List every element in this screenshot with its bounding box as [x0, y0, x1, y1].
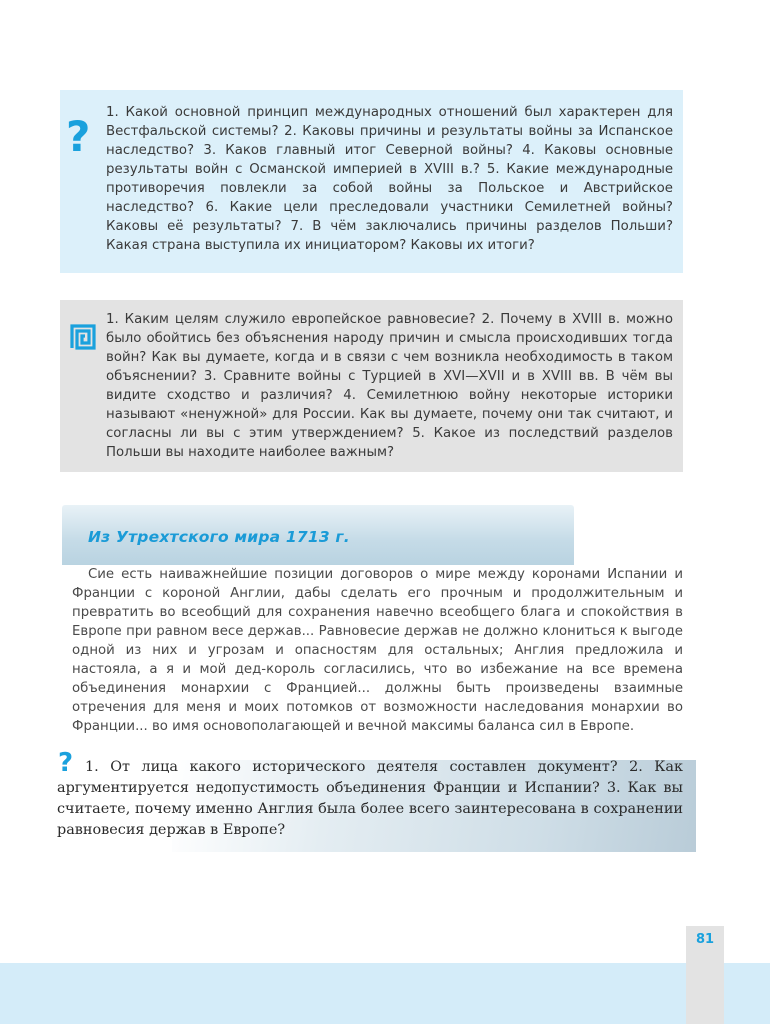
document-text: Сие есть наиважнейшие позиции договоров о мире между коронами Испании и Франции с короной Англии, дабы сделать его прочным и продолжительным и превратить во всеобщий для сохранения навечно всеобщего блага и спокойствия в Европе при равном весе держав... Равновесие держав не должно клониться к выгоде одной из них и угрозам и опасностям для остальных; Англия предложила и настояла, а я и мой дед-король согласились, что во избежание на все времена объединения монархии с Францией... должны быть произведены взаимные отречения для меня и моих потомков от возможности наследования монархии во Франции... во имя основополагающей и вечной максимы баланса сил в Европе.	[72, 567, 683, 734]
spiral-icon	[68, 322, 98, 352]
page-number: 81	[695, 932, 715, 947]
thinking-tasks-text: 1. Каким целям служило европейское равновесие? 2. Почему в XVIII в. можно было обойтись без объяснения народу причин и смысла происходивших тогда войн? Как вы думаете, когда и в связи с чем возникла необходимость в таком объяснении? 3. Сравните войны с Турцией в XVI—XVII и в XVIII вв. В чём вы видите сходство и различия? 4. Семилетнюю войну некоторые историки называют «ненужной» для России. Как вы думаете, почему они так считают, и согласны ли вы с этим утверждением? 5. Какое из последствий разделов Польши вы находите наиболее важным?	[106, 312, 673, 460]
footer-band	[0, 963, 770, 1024]
document-title: Из Утрехтского мира 1713 г.	[88, 528, 350, 546]
question-mark-icon: ?	[58, 748, 74, 778]
review-questions-text: 1. Какой основной принцип международных отношений был характерен для Вестфальской системы? 2. Каковы причины и результаты войны за Испанское наследство? 3. Каков главный итог Северной войны? 4. Каковы основные результаты войн с Османской империей в XVIII в.? 5. Какие международные противоречия повлекли за собой войны за Польское и Австрийское наследство? 6. Какие цели преследовали участники Семилетней войны? Каковы её результаты? 7. В чём заключались причины разделов Польши? Какая страна выступила их инициатором? Каковы их итоги?	[106, 105, 673, 253]
document-questions-text: 1. От лица какого исторического деятеля составлен документ? 2. Как аргументируется недопустимость объединения Франции и Испании? 3. Как вы считаете, почему именно Англия была более всего заинтересована в сохранении равновесия держав в Европе?	[57, 759, 683, 838]
question-mark-icon: ?	[66, 112, 91, 161]
